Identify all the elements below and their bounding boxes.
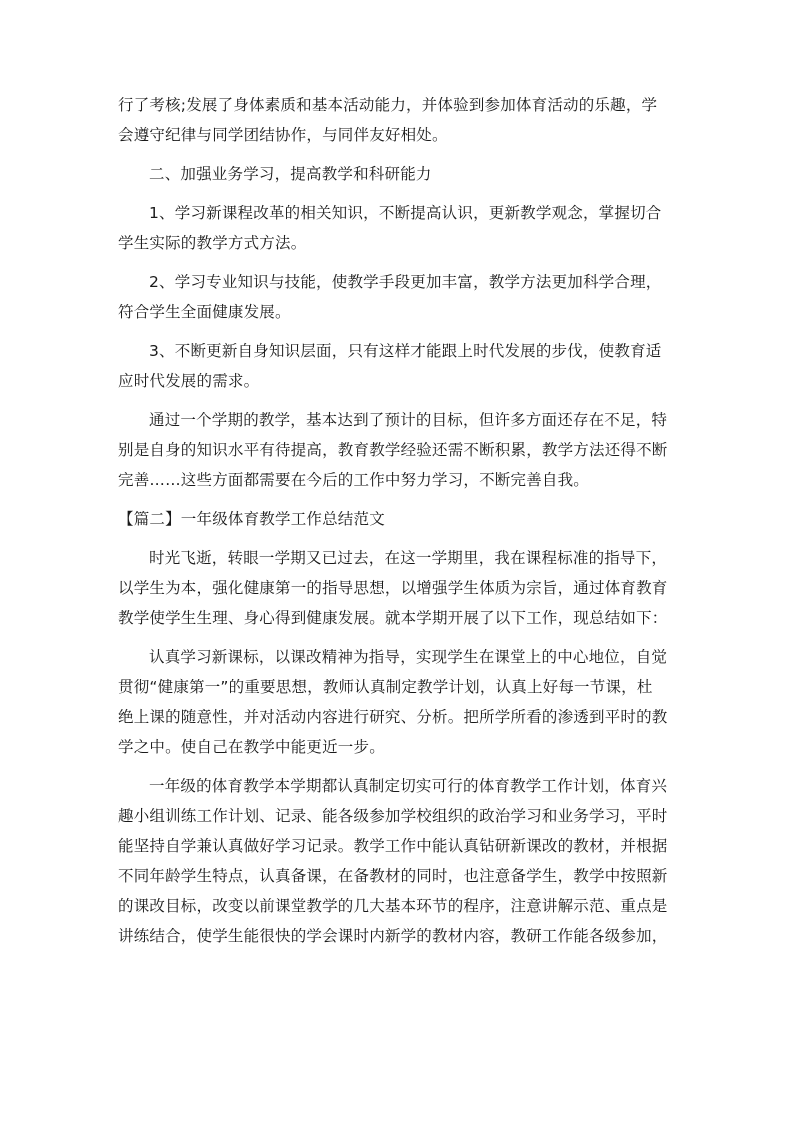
text-line: 不同年龄学生特点，认真备课，在备教材的同时，也注意备学生，教学中按照新 [118, 867, 668, 885]
text-line: 能坚持自学兼认真做好学习记录。教学工作中能认真钻研新课改的教材，并根据 [118, 837, 668, 855]
text-line: 别是自身的知识水平有待提高，教育教学经验还需不断积累，教学方法还得不断 [118, 441, 668, 459]
text-line: 一年级的体育教学本学期都认真制定切实可行的体育教学工作计划，体育兴 [149, 777, 668, 795]
text-line: 贯彻“健康第一”的重要思想，教师认真制定教学计划，认真上好每一节课，杜 [118, 678, 653, 696]
text-line: 会遵守纪律与同学团结协作，与同伴友好相处。 [118, 126, 448, 144]
text-line: 学生实际的教学方式方法。 [118, 234, 307, 252]
text-line: 行了考核;发展了身体素质和基本活动能力，并体验到参加体育活动的乐趣，学 [118, 96, 658, 114]
text-line: 讲练结合，使学生能很快的学会课时内新学的教材内容，教研工作能各级参加， [118, 927, 668, 945]
text-line: 完善……这些方面都需要在今后的工作中努力学习，不断完善自我。 [118, 471, 590, 489]
section-heading: 二、加强业务学习，提高教学和科研能力 [149, 165, 432, 183]
text-line: 趣小组训练工作计划、记录、能各级参加学校组织的政治学习和业务学习，平时 [118, 807, 668, 825]
text-line: 1、学习新课程改革的相关知识，不断提高认识，更新教学观念，掌握切合 [149, 204, 662, 222]
article-heading: 【篇二】一年级体育教学工作总结范文 [118, 510, 385, 528]
text-line: 学之中。使自己在教学中能更近一步。 [118, 738, 385, 756]
text-line: 教学使学生生理、身心得到健康发展。就本学期开展了以下工作，现总结如下： [118, 609, 668, 627]
text-line: 通过一个学期的教学，基本达到了预计的目标，但许多方面还存在不足，特 [149, 411, 668, 429]
text-line: 应时代发展的需求。 [118, 372, 260, 390]
text-line: 认真学习新课标，以课改精神为指导，实现学生在课堂上的中心地位，自觉 [149, 648, 668, 666]
text-line: 的课改目标，改变以前课堂教学的几大基本环节的程序，注意讲解示范、重点是 [118, 897, 668, 915]
text-line: 时光飞逝，转眼一学期又已过去，在这一学期里，我在课程标准的指导下， [149, 549, 668, 567]
text-line: 以学生为本，强化健康第一的指导思想，以增强学生体质为宗旨，通过体育教育 [118, 579, 668, 597]
text-line: 符合学生全面健康发展。 [118, 303, 291, 321]
text-line: 绝上课的随意性，并对活动内容进行研究、分析。把所学所看的渗透到平时的教 [118, 708, 668, 726]
text-line: 2、学习专业知识与技能，使教学手段更加丰富，教学方法更加科学合理， [149, 273, 662, 291]
text-line: 3、不断更新自身知识层面，只有这样才能跟上时代发展的步伐，使教育适 [149, 342, 662, 360]
